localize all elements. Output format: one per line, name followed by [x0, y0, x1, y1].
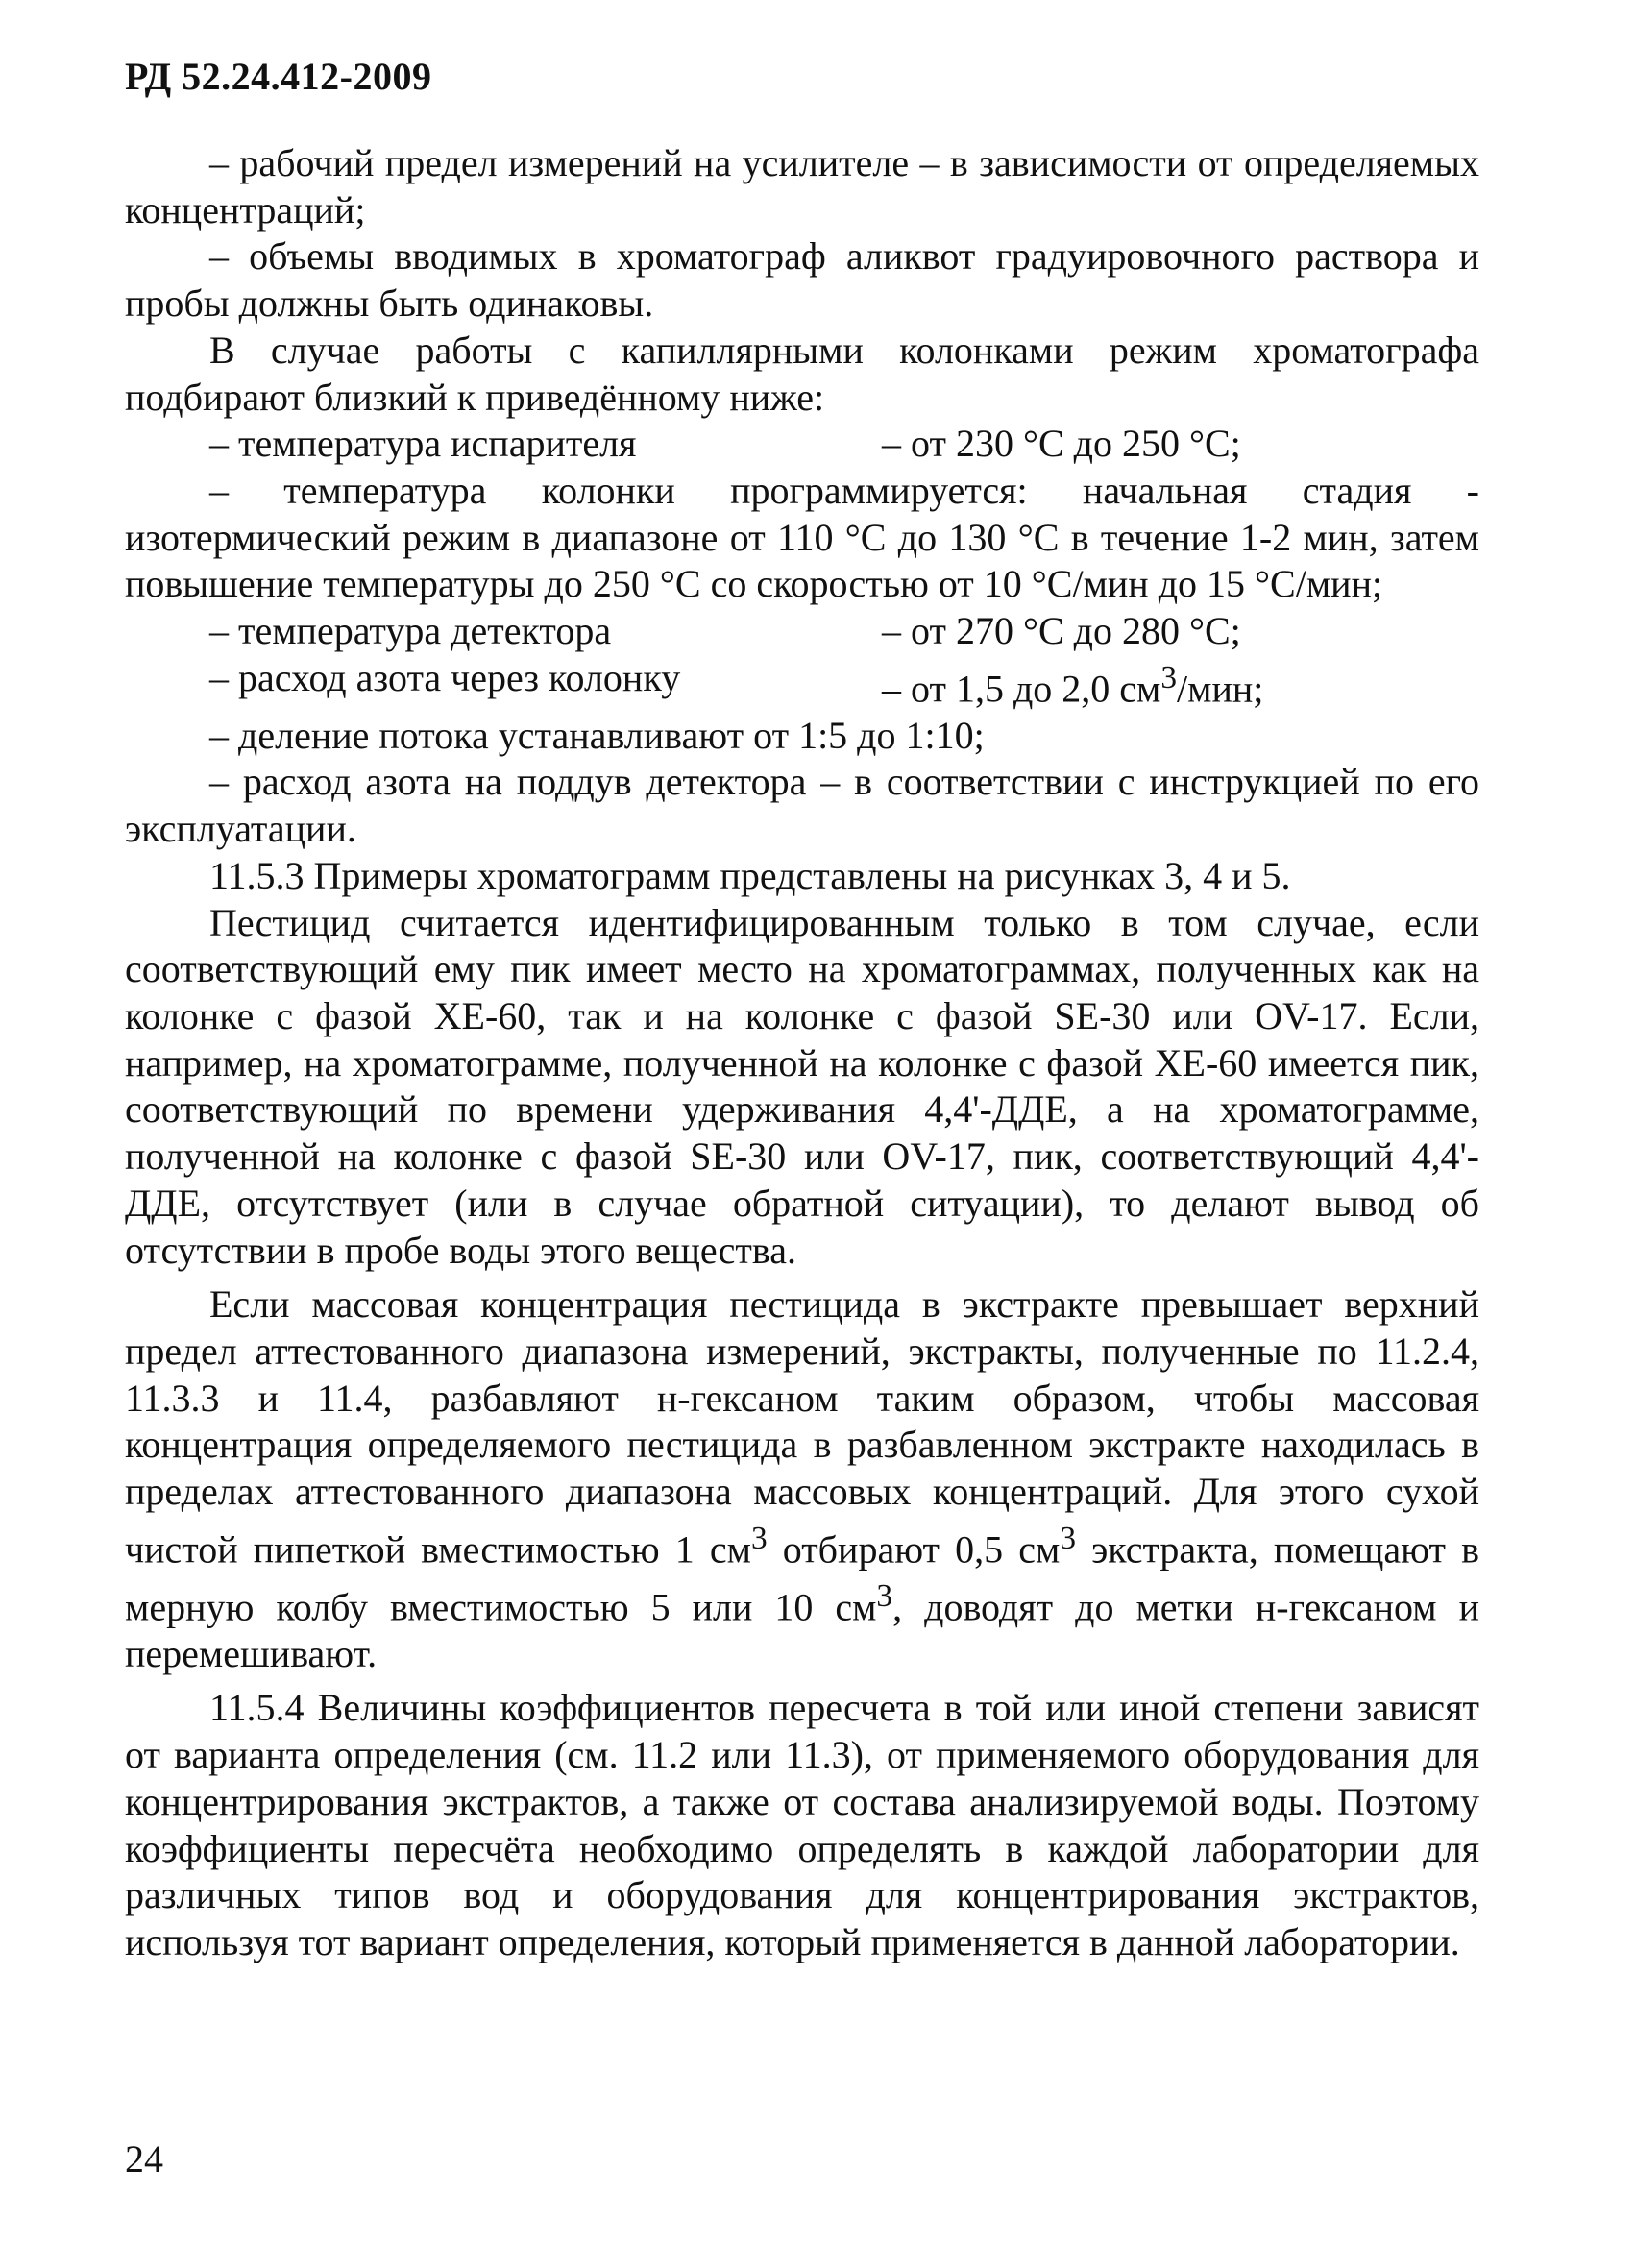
paragraph-section-11-5-3: 11.5.3 Примеры хроматограмм представлены на рисунках 3, 4 и 5. [209, 853, 1291, 897]
param-value: – от 270 °С до 280 °С; [882, 609, 1241, 653]
paragraph-identification: Пестицид считается идентифицированным только в том случае, если соответствующий ему пик имеет место на хроматограммах, полученных как на колонке с фазой ХЕ-60, так и на колонке с фазой SE-30 или OV-17. Если, например, на хроматограмме, полученной на колонке с фазой ХЕ-60 имеется пик, соответствующий по времени удерживания 4,4'-ДДЕ, а на хроматограмме, полученной на колонке с фазой SE-30 или OV-17, пик, соответствующий 4,4'-ДДЕ, отсутствует (или в случае обратной ситуации), то делают вывод об отсутствии в пробе воды этого вещества. [125, 900, 1479, 1272]
param-row-evaporator-temp [125, 421, 1479, 468]
param-label: – температура испарителя [209, 422, 637, 466]
param-row-detector-temp [125, 608, 1479, 655]
paragraph-measurement-limit: – рабочий предел измерений на усилителе – в зависимости от определяемых концентраций; [125, 141, 1479, 232]
document-code-header: РД 52.24.412-2009 [125, 55, 432, 98]
document-body [125, 140, 1479, 1966]
param-row-nitrogen-flow [125, 655, 1479, 713]
paragraph-dilution: Если массовая концентрация пестицида в экстракте превышает верхний предел аттестованного диапазона измерений, экстракты, полученные по 11.2.4, 11.3.3 и 11.4, разбавляют н-гексаном таким образом, чтобы массовая концентрация определяемого пестицида в разбавленном экстракте находилась в пределах аттестованного диапазона массовых концентраций. Для этого сухой чистой пипеткой вместимостью 1 $см^3$ отбирают 0,5 $см^3$ экстракта, помещают в мерную колбу вместимостью 5 или 10 $см^3$, доводят до метки н-гексаном и перемешивают. [125, 1282, 1480, 1675]
param-value: – от 230 °С до 250 °С; [882, 422, 1241, 466]
page-number: 24 [125, 2137, 163, 2181]
paragraph-capillary-mode: В случае работы с капиллярными колонками режим хроматографа подбирают близкий к приведённому ниже: [125, 328, 1479, 419]
paragraph-aliquot-volumes: – объемы вводимых в хроматограф аликвот градуировочного раствора и пробы должны быть одинаковы. [125, 234, 1479, 326]
paragraph-flow-split: – деление потока устанавливают от 1:5 до 1:10; [209, 713, 985, 757]
paragraph-column-temp-program: – температура колонки программируется: начальная стадия - изотермический режим в диапазоне от 110 °С до 130 °С в течение 1-2 мин, затем повышение температуры до 250 °С со скоростью от 10 °С/мин до 15 °С/мин; [125, 468, 1479, 606]
param-label: – расход азота через колонку [209, 655, 681, 699]
paragraph-section-11-5-4: 11.5.4 Величины коэффициентов пересчета в той или иной степени зависят от варианта определения (см. 11.2 или 11.3), от применяемого оборудования для концентрирования экстрактов, а также от состава анализируемой воды. Поэтому коэффициенты пересчёта необходимо определять в каждой лаборатории для различных типов вод и оборудования для концентрирования экстрактов, используя тот вариант определения, который применяется в данной лаборатории. [125, 1686, 1479, 1963]
param-value: – от 1,5 до 2,0 $см^3$/мин; [882, 659, 1264, 711]
param-label: – температура детектора [209, 609, 612, 653]
paragraph-detector-purge: – расход азота на поддув детектора – в соответствии с инструкцией по его эксплуатации. [125, 760, 1479, 851]
